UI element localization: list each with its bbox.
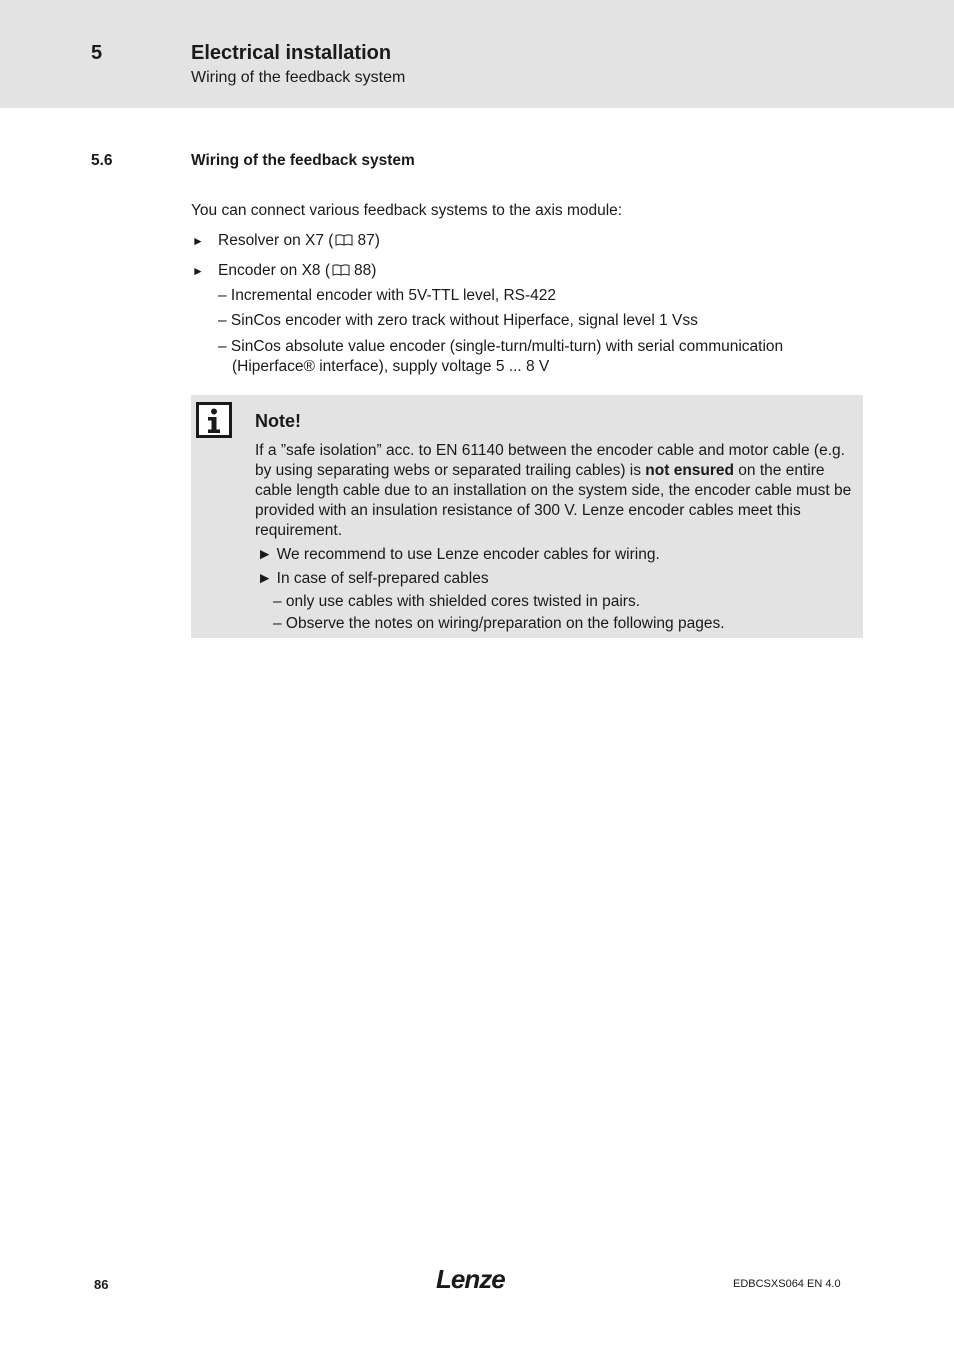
note-subbullet-shielded: – only use cables with shielded cores twisted in pairs. — [273, 593, 641, 610]
book-icon — [332, 264, 350, 276]
sub-item-sincos: – SinCos encoder with zero track without Hiperface, signal level 1 Vss — [218, 312, 698, 329]
document-id: EDBCSXS064 EN 4.0 — [733, 1278, 841, 1290]
bullet-arrow-icon: ► — [192, 264, 204, 278]
sub-item-sincos-absolute: – SinCos absolute value encoder (single-turn/multi-turn) with serial communication — [218, 338, 784, 355]
page-number: 86 — [94, 1277, 109, 1292]
logo-text: Lenze — [436, 1266, 505, 1294]
list-item-resolver: Resolver on X7 ( 87) — [218, 232, 380, 249]
note-paragraph: If a ”safe isolation” acc. to EN 61140 between the encoder cable and motor cable (e.g. by using separating webs or separated trailing cables) is not ensured on the entire cable length cable due to an installation on the system side, the encoder cable must be provided with an insulation resistance of 300 V. Lenze encoder cables meet this requirement. — [255, 442, 852, 539]
page-link-88[interactable]: 88 — [354, 262, 372, 279]
section-number: 5.6 — [91, 152, 113, 169]
chapter-number: 5 — [91, 42, 103, 64]
note-bullet-self-prepared: ► In case of self-prepared cables — [257, 570, 489, 587]
info-icon — [196, 402, 232, 438]
note-title: Note! — [255, 411, 301, 431]
bullet-arrow-icon: ► — [192, 234, 204, 248]
chapter-title: Electrical installation — [191, 42, 392, 64]
book-icon — [335, 234, 353, 246]
lenze-logo — [436, 1266, 516, 1294]
section-title: Wiring of the feedback system — [191, 152, 415, 169]
list-item-encoder: Encoder on X8 ( 88) — [218, 262, 377, 279]
chapter-subtitle: Wiring of the feedback system — [191, 69, 406, 86]
note-emphasis: not ensured — [645, 462, 734, 479]
header-band — [0, 0, 954, 108]
sub-item-incremental: – Incremental encoder with 5V-TTL level, RS-422 — [218, 287, 557, 304]
page-link-87[interactable]: 87 — [357, 232, 375, 249]
intro-text: You can connect various feedback systems to the axis module: — [191, 202, 623, 219]
note-bullet-recommend: ► We recommend to use Lenze encoder cables for wiring. — [257, 546, 660, 563]
note-subbullet-observe: – Observe the notes on wiring/preparation on the following pages. — [273, 615, 725, 632]
sub-item-sincos-absolute-cont: (Hiperface® interface), supply voltage 5 ... 8 V — [232, 358, 550, 375]
